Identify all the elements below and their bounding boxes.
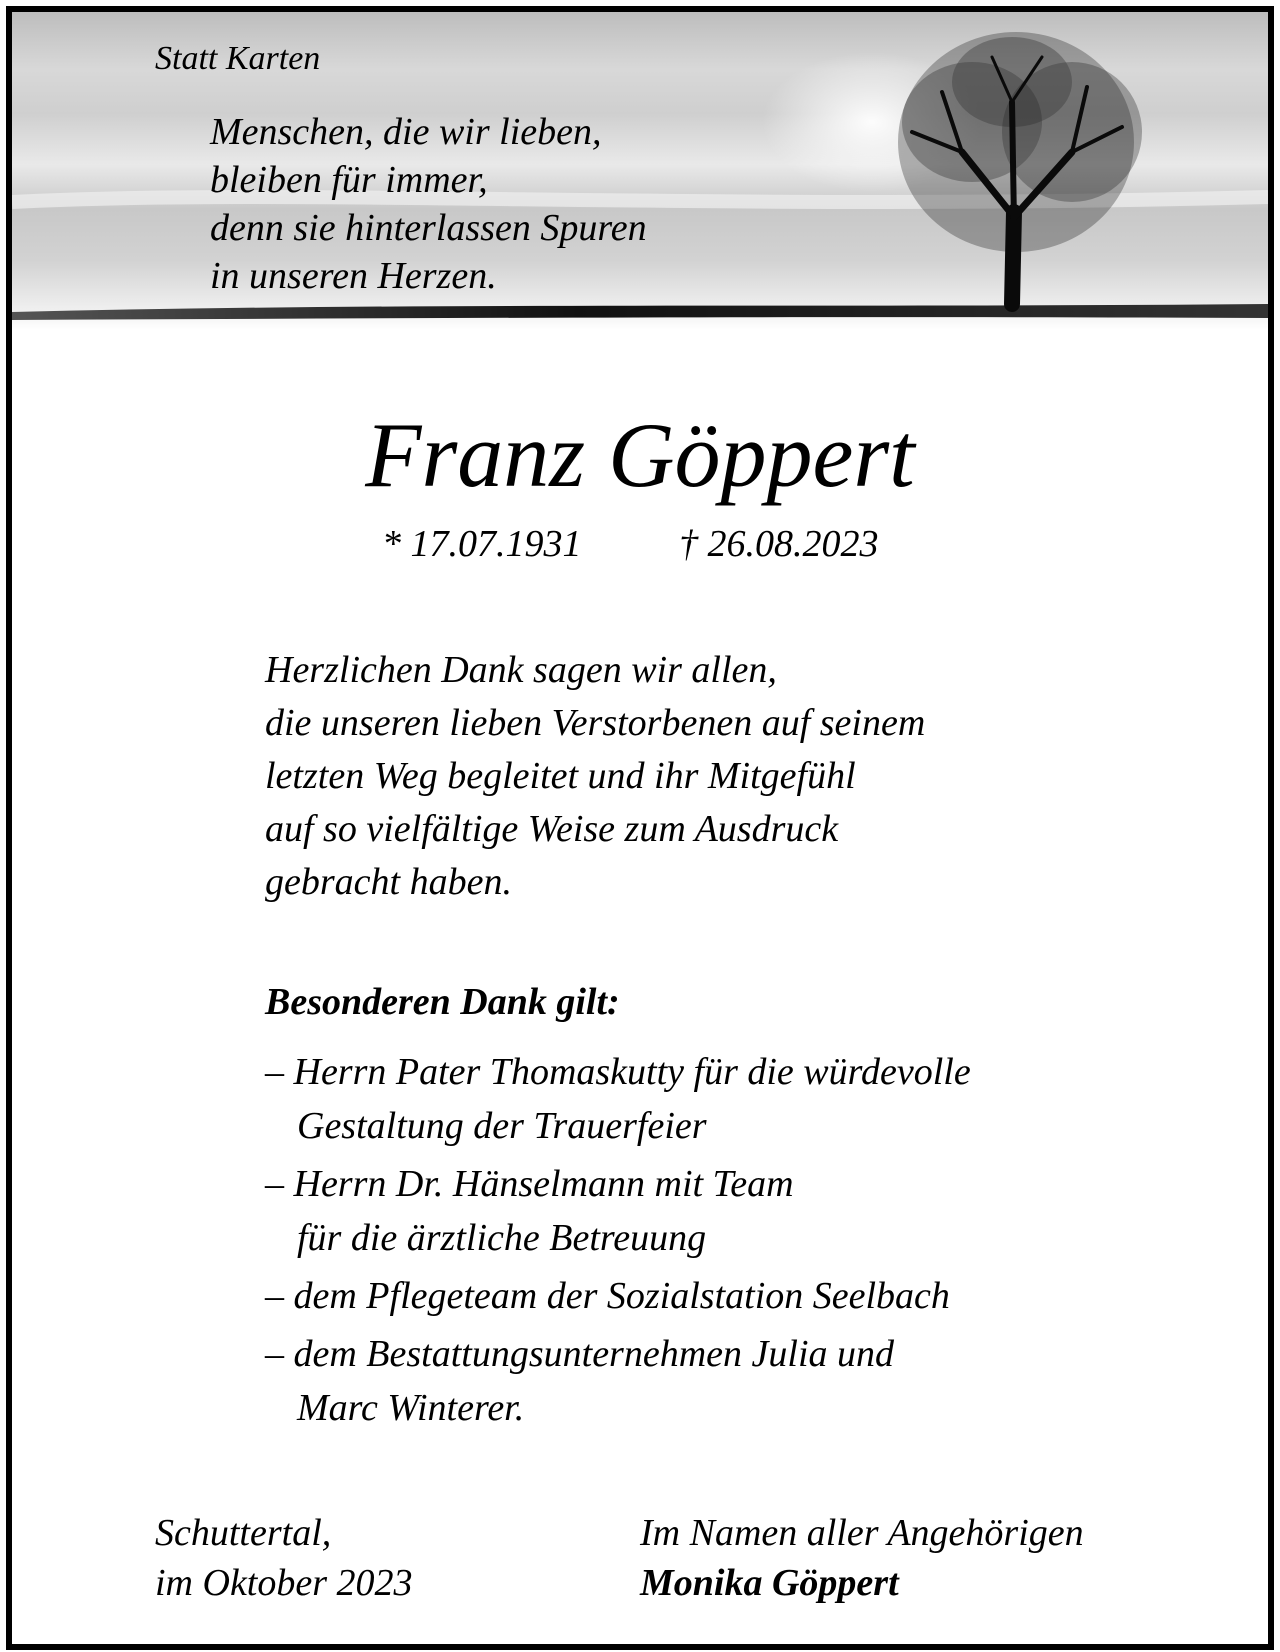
place-line: Schuttertal, (155, 1512, 332, 1554)
list-item-line: – Herrn Dr. Hänselmann mit Team (265, 1163, 794, 1205)
list-item-continuation: Marc Winterer. (297, 1387, 525, 1429)
list-item-continuation: Gestaltung der Trauerfeier (297, 1105, 707, 1147)
thanks-paragraph (265, 644, 925, 909)
birth-date: * 17.07.1931 (382, 523, 582, 565)
motto-line: Menschen, die wir lieben, (210, 111, 602, 153)
obituary-notice (6, 6, 1274, 1650)
list-item (265, 1045, 971, 1153)
signature-name: Monika Göppert (640, 1562, 899, 1604)
thanks-line: Herzlichen Dank sagen wir allen, (265, 649, 777, 691)
thanks-line: letzten Weg begleitet und ihr Mitgefühl (265, 755, 856, 797)
list-item (265, 1157, 971, 1265)
list-item-line: – dem Bestattungsunternehmen Julia und (265, 1333, 895, 1375)
special-thanks-list (265, 1045, 971, 1439)
list-item (265, 1269, 971, 1323)
signature-intro: Im Namen aller Angehörigen (640, 1512, 1084, 1554)
thanks-line: die unseren lieben Verstorbenen auf seinem (265, 702, 926, 744)
list-item-continuation: für die ärztliche Betreuung (297, 1217, 707, 1259)
date-line: im Oktober 2023 (155, 1562, 413, 1604)
list-item-line: – Herrn Pater Thomaskutty für die würdevolle (265, 1051, 971, 1093)
header-banner (12, 12, 1268, 330)
motto-line: bleiben für immer, (210, 159, 488, 201)
list-item-line: – dem Pflegeteam der Sozialstation Seelbach (265, 1275, 950, 1317)
motto-verse (210, 108, 647, 300)
death-date: † 26.08.2023 (679, 523, 879, 565)
special-thanks-heading: Besonderen Dank gilt: (265, 981, 620, 1023)
place-and-date (155, 1508, 413, 1608)
deceased-name: Franz Göppert (365, 404, 915, 506)
motto-line: denn sie hinterlassen Spuren (210, 207, 647, 249)
list-item (265, 1327, 971, 1435)
thanks-line: auf so vielfältige Weise zum Ausdruck (265, 808, 839, 850)
signature-block (640, 1508, 1084, 1608)
thanks-line: gebracht haben. (265, 861, 512, 903)
statt-karten-label: Statt Karten (155, 40, 321, 77)
motto-line: in unseren Herzen. (210, 255, 497, 297)
